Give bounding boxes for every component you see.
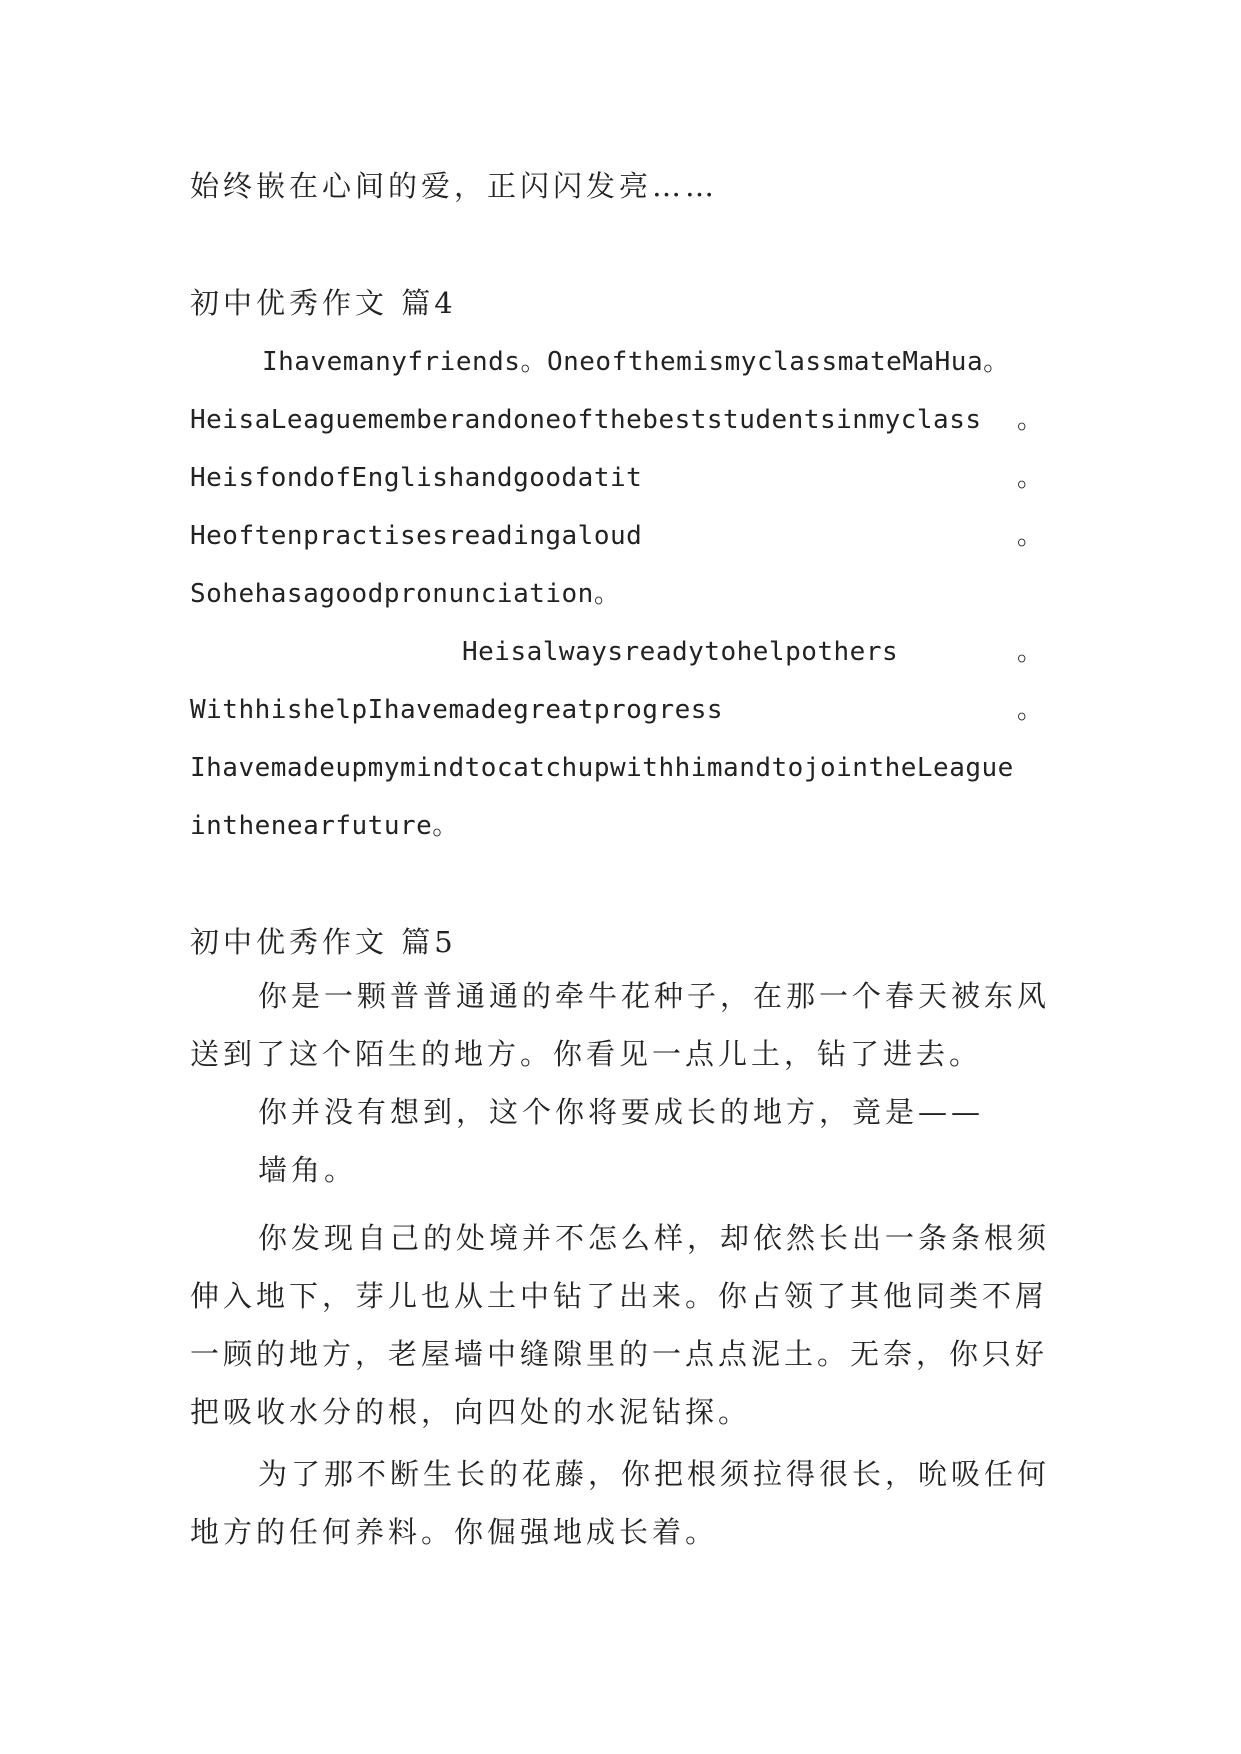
section-4-line-2-period: 。: [1017, 405, 1044, 435]
section-4-heading: 初中优秀作文 篇4: [190, 286, 457, 320]
section-4-line-1: Ihavemanyfriends。OneofthemismyclassmateMaHua。: [262, 347, 1010, 377]
section-5-line-9: 为了那不断生长的花藤，你把根须拉得很长，吮吸任何: [258, 1457, 1051, 1491]
section-4-line-8: IhavemadeupmymindtocatchupwithhimandtojointheLeague: [190, 753, 1014, 783]
section-4-line-3: HeisfondofEnglishandgoodatit: [190, 463, 643, 493]
section-4-line-9: inthenearfuture。: [190, 811, 459, 841]
section-5-line-3: 你并没有想到，这个你将要成长的地方，竟是——: [258, 1095, 985, 1129]
section-5-line-4: 墙角。: [258, 1153, 358, 1187]
section-4-line-7: WithhishelpIhavemadegreatprogress: [190, 695, 724, 725]
section-4-line-7-period: 。: [1017, 695, 1044, 725]
section-4-line-2: HeisaLeaguememberandoneofthebeststudentsinmyclass: [190, 405, 982, 435]
section-5-line-10: 地方的任何养料。你倔强地成长着。: [190, 1515, 719, 1549]
section-4-line-5: Sohehasagoodpronunciation。: [190, 579, 621, 609]
section-5-line-1: 你是一颗普普通通的牵牛花种子，在那一个春天被东风: [258, 979, 1051, 1013]
section-5-line-5: 你发现自己的处境并不怎么样，却依然长出一条条根须: [258, 1221, 1051, 1255]
intro-line: 始终嵌在心间的爱，正闪闪发亮……: [190, 169, 719, 203]
section-5-heading: 初中优秀作文 篇5: [190, 925, 457, 959]
section-4-line-3-period: 。: [1017, 463, 1044, 493]
section-5-line-6: 伸入地下，芽儿也从土中钻了出来。你占领了其他同类不屑: [190, 1279, 1049, 1313]
section-4-line-6: Heisalwaysreadytohelpothers: [462, 637, 899, 667]
section-5-line-2: 送到了这个陌生的地方。你看见一点儿土，钻了进去。: [190, 1037, 983, 1071]
section-4-line-4: Heoftenpractisesreadingaloud: [190, 521, 643, 551]
section-4-line-6-period: 。: [1017, 637, 1044, 667]
section-4-line-4-period: 。: [1017, 521, 1044, 551]
section-5-line-8: 把吸收水分的根，向四处的水泥钻探。: [190, 1395, 752, 1429]
section-5-line-7: 一顾的地方，老屋墙中缝隙里的一点点泥土。无奈，你只好: [190, 1337, 1049, 1371]
